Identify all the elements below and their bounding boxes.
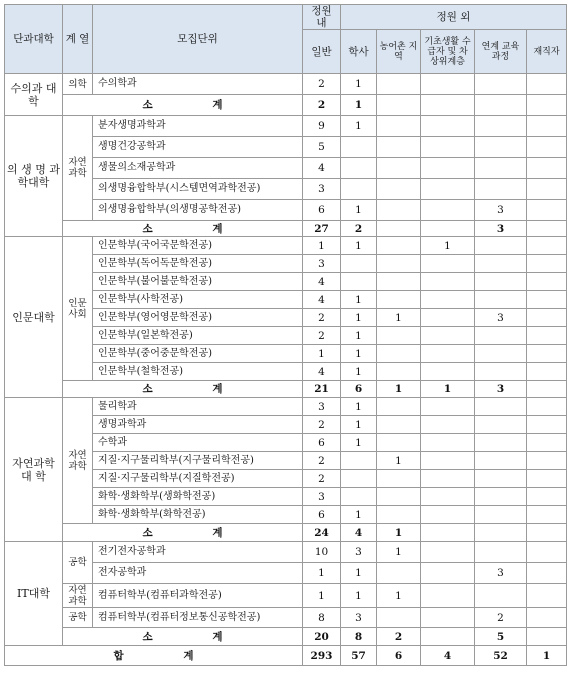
continuing-cell (475, 470, 527, 488)
rural-cell: 1 (377, 542, 421, 563)
foreign-cell (527, 345, 567, 363)
subtotal-general: 27 (303, 221, 341, 237)
unit-cell: 물리학과 (93, 398, 303, 416)
welfare-cell (421, 542, 475, 563)
welfare-cell (421, 488, 475, 506)
subtotal-continuing: 5 (475, 628, 527, 646)
foreign-cell (527, 608, 567, 628)
unit-cell: 인문학부(중어중문학전공) (93, 345, 303, 363)
unit-cell: 인문학부(일본학전공) (93, 327, 303, 345)
rural-cell (377, 327, 421, 345)
foreign-cell (527, 200, 567, 221)
continuing-cell (475, 116, 527, 137)
unit-cell: 인문학부(불어불문학전공) (93, 273, 303, 291)
general-cell: 2 (303, 416, 341, 434)
subtotal-row (5, 628, 567, 646)
header-rural: 농어촌 지역 (377, 30, 421, 74)
continuing-cell (475, 416, 527, 434)
welfare-cell (421, 506, 475, 524)
haksa-cell: 3 (341, 542, 377, 563)
total-welfare: 4 (421, 646, 475, 666)
continuing-cell (475, 291, 527, 309)
welfare-cell (421, 137, 475, 158)
unit-cell: 인문학부(국어국문학전공) (93, 237, 303, 255)
unit-cell: 지질·지구물리학부(지구물리학전공) (93, 452, 303, 470)
subtotal-general: 21 (303, 381, 341, 398)
subtotal-welfare (421, 221, 475, 237)
rural-cell (377, 470, 421, 488)
subtotal-welfare (421, 524, 475, 542)
continuing-cell: 2 (475, 608, 527, 628)
general-cell: 5 (303, 137, 341, 158)
table-row (5, 237, 567, 255)
college-cell: 인문대학 (5, 237, 63, 398)
rural-cell (377, 416, 421, 434)
subtotal-label: 소 계 (63, 221, 303, 237)
grand-total-row (5, 646, 567, 666)
subtotal-continuing: 3 (475, 221, 527, 237)
continuing-cell (475, 542, 527, 563)
total-rural: 6 (377, 646, 421, 666)
subtotal-welfare (421, 95, 475, 116)
haksa-cell (341, 158, 377, 179)
welfare-cell (421, 470, 475, 488)
continuing-cell (475, 363, 527, 381)
admission-quota-table (4, 4, 567, 666)
continuing-cell (475, 506, 527, 524)
unit-cell: 컴퓨터학부(컴퓨터정보통신공학전공) (93, 608, 303, 628)
total-continuing: 52 (475, 646, 527, 666)
rural-cell (377, 363, 421, 381)
welfare-cell (421, 255, 475, 273)
unit-cell: 의생명융합학부(의생명공학전공) (93, 200, 303, 221)
unit-cell: 수학과 (93, 434, 303, 452)
unit-cell: 컴퓨터학부(컴퓨터과학전공) (93, 584, 303, 608)
general-cell: 2 (303, 327, 341, 345)
unit-cell: 생명건강공학과 (93, 137, 303, 158)
subtotal-rural (377, 221, 421, 237)
continuing-cell (475, 452, 527, 470)
continuing-cell (475, 137, 527, 158)
rural-cell (377, 608, 421, 628)
admission-quota-table-wrapper (4, 4, 567, 666)
grand-total-label: 합 계 (5, 646, 303, 666)
foreign-cell (527, 237, 567, 255)
welfare-cell: 1 (421, 237, 475, 255)
header-welfare: 기초생활 수급자 및 차상위계층 (421, 30, 475, 74)
field-cell: 공학 (63, 542, 93, 584)
rural-cell (377, 137, 421, 158)
subtotal-label: 소 계 (63, 381, 303, 398)
welfare-cell (421, 116, 475, 137)
continuing-cell (475, 237, 527, 255)
continuing-cell (475, 179, 527, 200)
unit-cell: 화학·생화학부(생화학전공) (93, 488, 303, 506)
rural-cell (377, 158, 421, 179)
field-cell: 의학 (63, 74, 93, 95)
general-cell: 2 (303, 452, 341, 470)
welfare-cell (421, 273, 475, 291)
foreign-cell (527, 398, 567, 416)
haksa-cell: 1 (341, 327, 377, 345)
total-haksa: 57 (341, 646, 377, 666)
welfare-cell (421, 363, 475, 381)
continuing-cell (475, 158, 527, 179)
haksa-cell (341, 452, 377, 470)
general-cell: 8 (303, 608, 341, 628)
unit-cell: 생물의소재공학과 (93, 158, 303, 179)
subtotal-foreign (527, 221, 567, 237)
subtotal-general: 24 (303, 524, 341, 542)
rural-cell (377, 74, 421, 95)
rural-cell (377, 291, 421, 309)
unit-cell: 인문학부(철학전공) (93, 363, 303, 381)
rural-cell (377, 179, 421, 200)
foreign-cell (527, 255, 567, 273)
table-row (5, 608, 567, 628)
header-out-quota: 정원 외 (341, 5, 567, 30)
haksa-cell (341, 179, 377, 200)
haksa-cell: 1 (341, 74, 377, 95)
header-continuing: 연계 교육 과정 (475, 30, 527, 74)
subtotal-haksa: 4 (341, 524, 377, 542)
table-row (5, 116, 567, 137)
field-cell: 인문 사회 (63, 237, 93, 381)
header-general: 일반 (303, 30, 341, 74)
foreign-cell (527, 452, 567, 470)
haksa-cell (341, 137, 377, 158)
total-general: 293 (303, 646, 341, 666)
welfare-cell (421, 452, 475, 470)
welfare-cell (421, 563, 475, 584)
general-cell: 3 (303, 179, 341, 200)
header-field: 계 열 (63, 5, 93, 74)
foreign-cell (527, 363, 567, 381)
welfare-cell (421, 158, 475, 179)
rural-cell: 1 (377, 309, 421, 327)
subtotal-foreign (527, 628, 567, 646)
continuing-cell (475, 255, 527, 273)
foreign-cell (527, 137, 567, 158)
haksa-cell: 1 (341, 309, 377, 327)
subtotal-haksa: 6 (341, 381, 377, 398)
unit-cell: 분자생명과학과 (93, 116, 303, 137)
header-in-quota: 정원 내 (303, 5, 341, 30)
foreign-cell (527, 327, 567, 345)
subtotal-foreign (527, 95, 567, 116)
welfare-cell (421, 584, 475, 608)
general-cell: 10 (303, 542, 341, 563)
subtotal-foreign (527, 524, 567, 542)
foreign-cell (527, 179, 567, 200)
rural-cell (377, 398, 421, 416)
rural-cell (377, 255, 421, 273)
foreign-cell (527, 116, 567, 137)
college-cell: 자연과학 대 학 (5, 398, 63, 542)
haksa-cell: 1 (341, 416, 377, 434)
haksa-cell: 1 (341, 291, 377, 309)
welfare-cell (421, 309, 475, 327)
haksa-cell: 1 (341, 200, 377, 221)
haksa-cell: 1 (341, 363, 377, 381)
haksa-cell: 1 (341, 116, 377, 137)
general-cell: 4 (303, 273, 341, 291)
field-cell: 공학 (63, 608, 93, 628)
header-foreign: 재직자 (527, 30, 567, 74)
welfare-cell (421, 200, 475, 221)
foreign-cell (527, 488, 567, 506)
continuing-cell: 3 (475, 309, 527, 327)
general-cell: 3 (303, 488, 341, 506)
continuing-cell (475, 74, 527, 95)
subtotal-label: 소 계 (63, 524, 303, 542)
general-cell: 6 (303, 434, 341, 452)
college-cell: 수의과 대학 (5, 74, 63, 116)
general-cell: 3 (303, 398, 341, 416)
subtotal-welfare: 1 (421, 381, 475, 398)
welfare-cell (421, 416, 475, 434)
haksa-cell (341, 470, 377, 488)
foreign-cell (527, 158, 567, 179)
foreign-cell (527, 584, 567, 608)
subtotal-continuing (475, 95, 527, 116)
college-cell: 의 생 명 과학대학 (5, 116, 63, 237)
subtotal-label: 소 계 (63, 95, 303, 116)
general-cell: 4 (303, 158, 341, 179)
subtotal-row (5, 221, 567, 237)
haksa-cell (341, 488, 377, 506)
subtotal-foreign (527, 381, 567, 398)
welfare-cell (421, 74, 475, 95)
unit-cell: 지질·지구물리학부(지질학전공) (93, 470, 303, 488)
header-college: 단과대학 (5, 5, 63, 74)
subtotal-general: 20 (303, 628, 341, 646)
subtotal-row (5, 95, 567, 116)
foreign-cell (527, 273, 567, 291)
header-row-1 (5, 5, 567, 30)
subtotal-label: 소 계 (63, 628, 303, 646)
header-haksa: 학사 (341, 30, 377, 74)
continuing-cell: 3 (475, 200, 527, 221)
foreign-cell (527, 470, 567, 488)
continuing-cell (475, 345, 527, 363)
rural-cell (377, 200, 421, 221)
welfare-cell (421, 608, 475, 628)
rural-cell (377, 116, 421, 137)
haksa-cell (341, 255, 377, 273)
general-cell: 9 (303, 116, 341, 137)
general-cell: 1 (303, 584, 341, 608)
rural-cell (377, 488, 421, 506)
haksa-cell: 3 (341, 608, 377, 628)
welfare-cell (421, 398, 475, 416)
unit-cell: 화학·생화학부(화학전공) (93, 506, 303, 524)
continuing-cell (475, 434, 527, 452)
foreign-cell (527, 506, 567, 524)
welfare-cell (421, 345, 475, 363)
foreign-cell (527, 416, 567, 434)
total-foreign: 1 (527, 646, 567, 666)
subtotal-continuing: 3 (475, 381, 527, 398)
haksa-cell: 1 (341, 506, 377, 524)
subtotal-rural: 1 (377, 381, 421, 398)
unit-cell: 의생명융합학부(시스템면역과학전공) (93, 179, 303, 200)
foreign-cell (527, 309, 567, 327)
haksa-cell: 1 (341, 434, 377, 452)
continuing-cell (475, 398, 527, 416)
subtotal-welfare (421, 628, 475, 646)
subtotal-haksa: 8 (341, 628, 377, 646)
general-cell: 1 (303, 237, 341, 255)
general-cell: 4 (303, 363, 341, 381)
unit-cell: 전기전자공학과 (93, 542, 303, 563)
foreign-cell (527, 563, 567, 584)
subtotal-general: 2 (303, 95, 341, 116)
continuing-cell (475, 273, 527, 291)
rural-cell (377, 563, 421, 584)
rural-cell: 1 (377, 452, 421, 470)
welfare-cell (421, 434, 475, 452)
haksa-cell: 1 (341, 563, 377, 584)
foreign-cell (527, 434, 567, 452)
welfare-cell (421, 291, 475, 309)
rural-cell (377, 273, 421, 291)
table-row (5, 542, 567, 563)
welfare-cell (421, 327, 475, 345)
general-cell: 3 (303, 255, 341, 273)
rural-cell (377, 434, 421, 452)
table-row (5, 584, 567, 608)
foreign-cell (527, 291, 567, 309)
continuing-cell (475, 584, 527, 608)
unit-cell: 전자공학과 (93, 563, 303, 584)
table-row (5, 74, 567, 95)
table-row (5, 398, 567, 416)
haksa-cell: 1 (341, 398, 377, 416)
general-cell: 1 (303, 345, 341, 363)
field-cell: 자연 과학 (63, 584, 93, 608)
header-unit: 모집단위 (93, 5, 303, 74)
general-cell: 4 (303, 291, 341, 309)
unit-cell: 생명과학과 (93, 416, 303, 434)
haksa-cell: 1 (341, 237, 377, 255)
subtotal-rural: 2 (377, 628, 421, 646)
general-cell: 6 (303, 506, 341, 524)
subtotal-haksa: 1 (341, 95, 377, 116)
subtotal-rural: 1 (377, 524, 421, 542)
subtotal-haksa: 2 (341, 221, 377, 237)
general-cell: 6 (303, 200, 341, 221)
rural-cell (377, 237, 421, 255)
unit-cell: 인문학부(영어영문학전공) (93, 309, 303, 327)
unit-cell: 수의학과 (93, 74, 303, 95)
rural-cell (377, 345, 421, 363)
rural-cell (377, 506, 421, 524)
unit-cell: 인문학부(독어독문학전공) (93, 255, 303, 273)
continuing-cell (475, 488, 527, 506)
haksa-cell: 1 (341, 584, 377, 608)
haksa-cell (341, 273, 377, 291)
general-cell: 2 (303, 74, 341, 95)
general-cell: 2 (303, 309, 341, 327)
welfare-cell (421, 179, 475, 200)
field-cell: 자연 과학 (63, 116, 93, 221)
unit-cell: 인문학부(사학전공) (93, 291, 303, 309)
haksa-cell: 1 (341, 345, 377, 363)
continuing-cell (475, 327, 527, 345)
foreign-cell (527, 74, 567, 95)
rural-cell: 1 (377, 584, 421, 608)
subtotal-row (5, 381, 567, 398)
general-cell: 1 (303, 563, 341, 584)
subtotal-row (5, 524, 567, 542)
subtotal-rural (377, 95, 421, 116)
general-cell: 2 (303, 470, 341, 488)
continuing-cell: 3 (475, 563, 527, 584)
foreign-cell (527, 542, 567, 563)
field-cell: 자연 과학 (63, 398, 93, 524)
subtotal-continuing (475, 524, 527, 542)
college-cell: IT대학 (5, 542, 63, 646)
